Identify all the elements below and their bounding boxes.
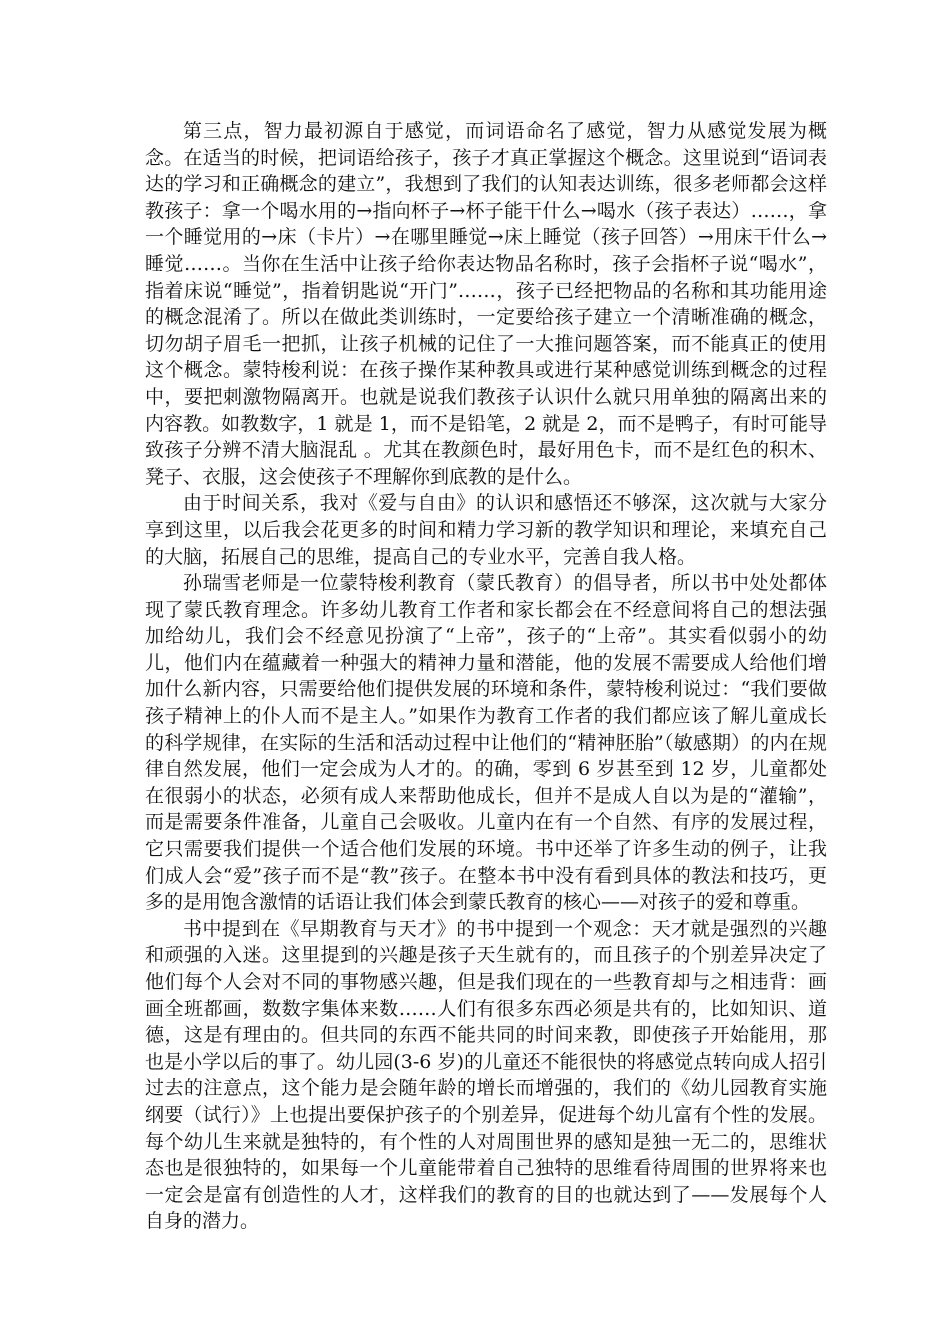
paragraph-closing-remarks: 由于时间关系，我对《爱与自由》的认识和感悟还不够深，这次就与大家分享到这里，以后我会花更多的时间和精力学习新的教学知识和理论，来填充自己的大脑，拓展自己的思维，提高自己的专业水平，完善自我人格。 [145,492,827,568]
paragraph-montessori-philosophy: 孙瑞雪老师是一位蒙特梭利教育（蒙氏教育）的倡导者，所以书中处处都体现了蒙氏教育理念。许多幼儿教育工作者和家长都会在不经意间将自己的想法强加给幼儿，我们会不经意见扮演了“上帝”，孩子的“上帝”。其实看似弱小的幼儿，他们内在蕴藏着一种强大的精神力量和潜能，他的发展不需要成人给他们增加什么新内容，只需要给他们提供发展的环境和条件，蒙特梭利说过：“我们要做孩子精神上的仆人而不是主人。”如果作为教育工作者的我们都应该了解儿童成长的科学规律，在实际的生活和活动过程中让他们的“精神胚胎”（敏感期）的内在规律自然发展，他们一定会成为人才的。的确，零到 6 岁甚至到 12 岁，儿童都处在很弱小的状态，必须有成人来帮助他成长，但并不是成人自以为是的“灌输”，而是需要条件准备，儿童自己会吸收。儿童内在有一个自然、有序的发展过程，它只需要我们提供一个适合他们发展的环境。书中还举了许多生动的例子，让我们成人会“爱”孩子而不是“教”孩子。在整本书中没有看到具体的教法和技巧，更多的是用饱含激情的话语让我们体会到蒙氏教育的核心——对孩子的爱和尊重。 [145,572,827,914]
document-page [145,118,827,1235]
paragraph-cognition-training: 第三点，智力最初源自于感觉，而词语命名了感觉，智力从感觉发展为概念。在适当的时候，把词语给孩子，孩子才真正掌握这个概念。这里说到“语词表达的学习和正确概念的建立”，我想到了我们的认知表达训练，很多老师都会这样教孩子：拿一个喝水用的→指向杯子→杯子能干什么→喝水（孩子表达）……，拿一个睡觉用的→床（卡片）→在哪里睡觉→床上睡觉（孩子回答）→用床干什么→睡觉……。当你在生活中让孩子给你表达物品名称时，孩子会指杯子说“喝水”，指着床说“睡觉”，指着钥匙说“开门”……，孩子已经把物品的名称和其功能用途的概念混淆了。所以在做此类训练时，一定要给孩子建立一个清晰准确的概念，切勿胡子眉毛一把抓，让孩子机械的记住了一大推问题答案，而不能真正的使用这个概念。蒙特梭利说：在孩子操作某种教具或进行某种感觉训练到概念的过程中，要把刺激物隔离开。也就是说我们教孩子认识什么就只用单独的隔离出来的内容教。如教数字，1 就是 1，而不是铅笔，2 就是 2，而不是鸭子，有时可能导致孩子分辨不清大脑混乱 。尤其在教颜色时，最好用色卡，而不是红色的积木、凳子、衣服，这会使孩子不理解你到底教的是什么。 [145,120,827,488]
paragraph-interest-and-genius: 书中提到在《早期教育与天才》的书中提到一个观念：天才就是强烈的兴趣和顽强的入迷。这里提到的兴趣是孩子天生就有的，而且孩子的个别差异决定了他们每个人会对不同的事物感兴趣，但是我们现在的一些教育却与之相违背：画画全班都画，数数字集体来数……人们有很多东西必须是共有的，比如知识、道德，这是有理由的。但共同的东西不能共同的时间来教，即使孩子开始能用，那也是小学以后的事了。幼儿园(3-6 岁)的儿童还不能很快的将感觉点转向成人招引过去的注意点，这个能力是会随年龄的增长而增强的，我们的《幼儿园教育实施纲要（试行）》上也提出要保护孩子的个别差异，促进每个幼儿富有个性的发展。每个幼儿生来就是独特的，有个性的人对周围世界的感知是独一无二的，思维状态也是很独特的，如果每一个儿童能带着自己独特的思维看待周围的世界将来也一定会是富有创造性的人才，这样我们的教育的目的也就达到了——发展每个人自身的潜力。 [145,917,827,1233]
